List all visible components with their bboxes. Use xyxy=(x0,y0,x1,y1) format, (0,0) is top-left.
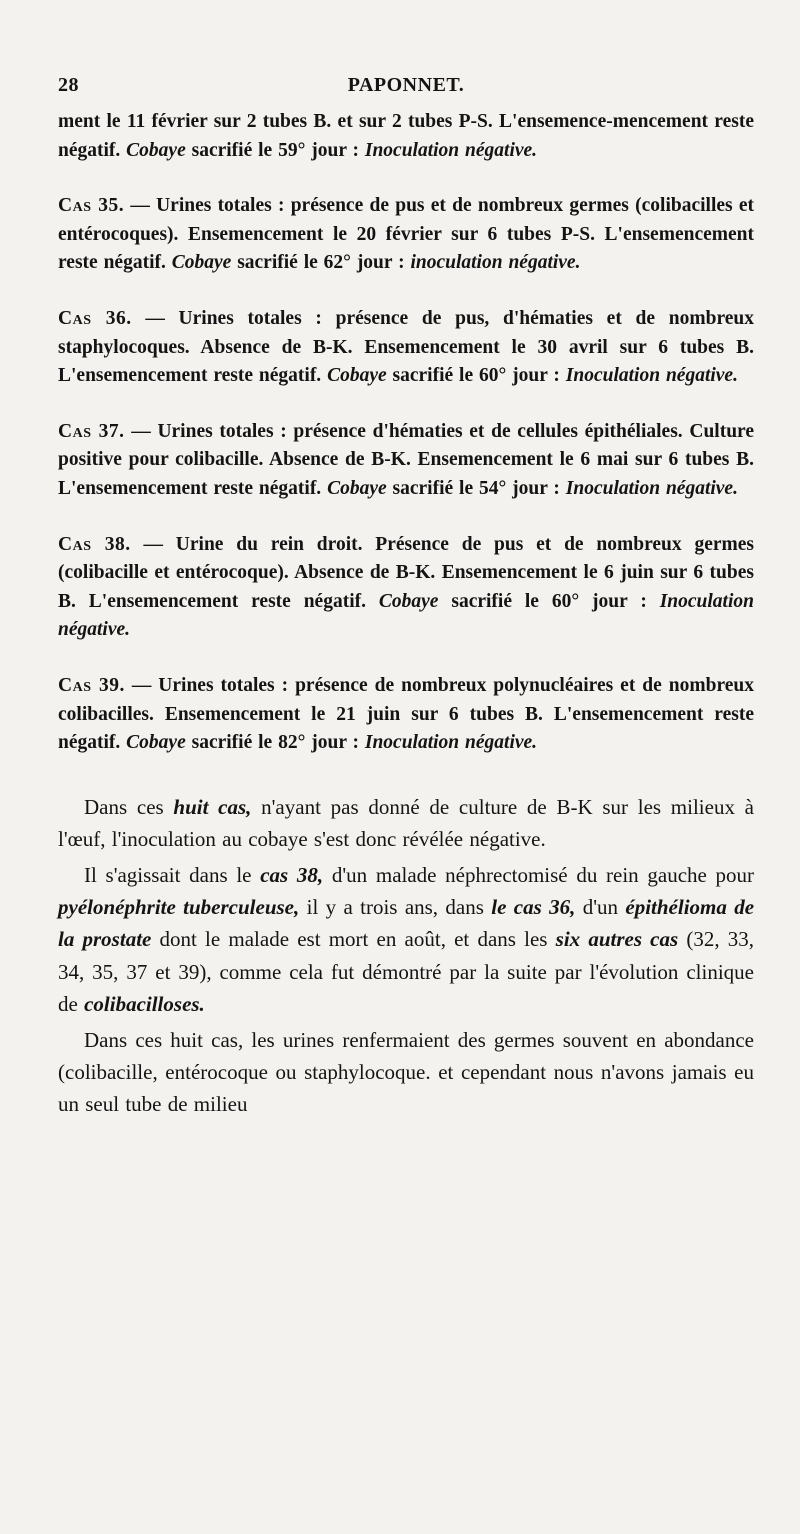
cobaye-term: Cobaye xyxy=(171,252,232,274)
case-outcome-text: sacrifié le 62° jour : xyxy=(237,252,405,274)
case-label: Cas 39. xyxy=(58,674,125,696)
case-38 xyxy=(58,531,754,645)
discussion-paragraph xyxy=(58,1024,754,1121)
discussion-paragraph xyxy=(58,791,754,856)
case-label: Cas 36. xyxy=(58,307,132,329)
case-result: inoculation négative. xyxy=(410,252,581,274)
case-result: Inoculation négative. xyxy=(364,732,538,754)
paragraph-text: d'un malade néphrectomisé du rein gauche pour xyxy=(331,862,755,887)
case-result: Inoculation négative. xyxy=(565,477,738,499)
discussion xyxy=(58,791,754,1121)
case-text: — Urines totales : présence de pus et de nombreux germes (colibacilles et entérocoques). Ensemencement le 20 février sur 6 tubes P-S. L'ensemencement reste négatif. xyxy=(58,195,755,274)
paragraph-text: dont le malade est mort en août, et dans les xyxy=(159,927,548,952)
emphasis: six autres cas xyxy=(555,927,679,952)
case-text: ment le 11 février sur 2 tubes B. et sur 2 tubes P-S. L'ensemence-mencement reste négatif. xyxy=(58,111,754,161)
emphasis: épithélioma de la prostate xyxy=(58,894,755,952)
cobaye-term: Cobaye xyxy=(327,477,387,499)
case-outcome-text: sacrifié le 54° jour : xyxy=(392,477,560,499)
running-head: PAPONNET. xyxy=(347,74,465,96)
cobaye-term: Cobaye xyxy=(126,732,186,754)
case-text: — Urines totales : présence de pus, d'hématies et de nombreux staphylocoques. Absence de B-K. Ensemencement le 30 avril sur 6 tubes B. L'ensemencement reste négatif. xyxy=(58,307,755,387)
case-label: Cas 37. xyxy=(58,420,125,442)
cobaye-term: Cobaye xyxy=(327,365,387,387)
case-35 xyxy=(58,192,754,278)
cobaye-term: Cobaye xyxy=(126,139,186,161)
case-36 xyxy=(58,305,754,391)
page-header xyxy=(58,68,754,104)
page-number: 28 xyxy=(58,74,79,96)
book-page xyxy=(0,68,800,1534)
case-text: — Urine du rein droit. Présence de pus et de nombreux germes (colibacille et entérocoque). Absence de B-K. Ensemencement le 6 juin sur 6 tubes B. L'ensemencement reste négatif. xyxy=(58,533,754,612)
paragraph-text: Il s'agissait dans le xyxy=(84,862,252,887)
discussion-paragraph xyxy=(58,859,754,1021)
emphasis: le cas 36, xyxy=(491,894,576,919)
paragraph-text: Dans ces xyxy=(84,794,164,819)
case-label: Cas 35. xyxy=(58,195,125,217)
paragraph-text: (32, 33, 34, 35, 37 et 39), comme cela fut démontré par la suite par l'évolution clinique de xyxy=(58,927,755,1017)
case-outcome-text: sacrifié le 60° jour : xyxy=(392,365,560,387)
case-text: — Urines totales : présence de nombreux polynucléaires et de nombreux colibacilles. Ensemencement le 21 juin sur 6 tubes B. L'ensemencement reste négatif. xyxy=(58,674,754,754)
case-outcome-text: sacrifié le 60° jour : xyxy=(451,590,647,612)
case-label: Cas 38. xyxy=(58,533,131,555)
paragraph-text: d'un xyxy=(582,894,619,919)
case-text: — Urines totales : présence d'hématies et de cellules épithéliales. Culture positive pour colibacille. Absence de B-K. Ensemencement le 6 mai sur 6 tubes B. L'ensemencement reste négatif. xyxy=(58,420,755,499)
case-result: Inoculation négative. xyxy=(565,365,738,387)
paragraph-text: Dans ces huit cas, les urines renfermaient des germes souvent en abondance (colibacille, entérocoque ou staphylocoque. et cependant nous n'avons jamais eu un seul tube de milieu xyxy=(58,1027,754,1117)
case-outcome-text: sacrifié le 82° jour : xyxy=(191,732,359,754)
case-result: Inoculation négative. xyxy=(58,590,754,641)
emphasis: huit cas, xyxy=(173,794,252,819)
case-outcome-text: sacrifié le 59° jour : xyxy=(191,139,359,161)
case-39 xyxy=(58,672,754,758)
case-result: Inoculation négative. xyxy=(364,139,538,161)
emphasis: colibacilloses. xyxy=(84,992,205,1017)
emphasis: cas 38, xyxy=(260,862,324,887)
emphasis: pyélonéphrite tuberculeuse, xyxy=(58,894,300,919)
cobaye-term: Cobaye xyxy=(378,590,439,612)
paragraph-text: il y a trois ans, dans xyxy=(306,894,484,919)
case-37 xyxy=(58,418,754,504)
case-continuation xyxy=(58,108,754,165)
paragraph-text: n'ayant pas donné de culture de B-K sur les milieux à l'œuf, l'inoculation au cobaye s'est donc révélée négative. xyxy=(58,794,754,852)
